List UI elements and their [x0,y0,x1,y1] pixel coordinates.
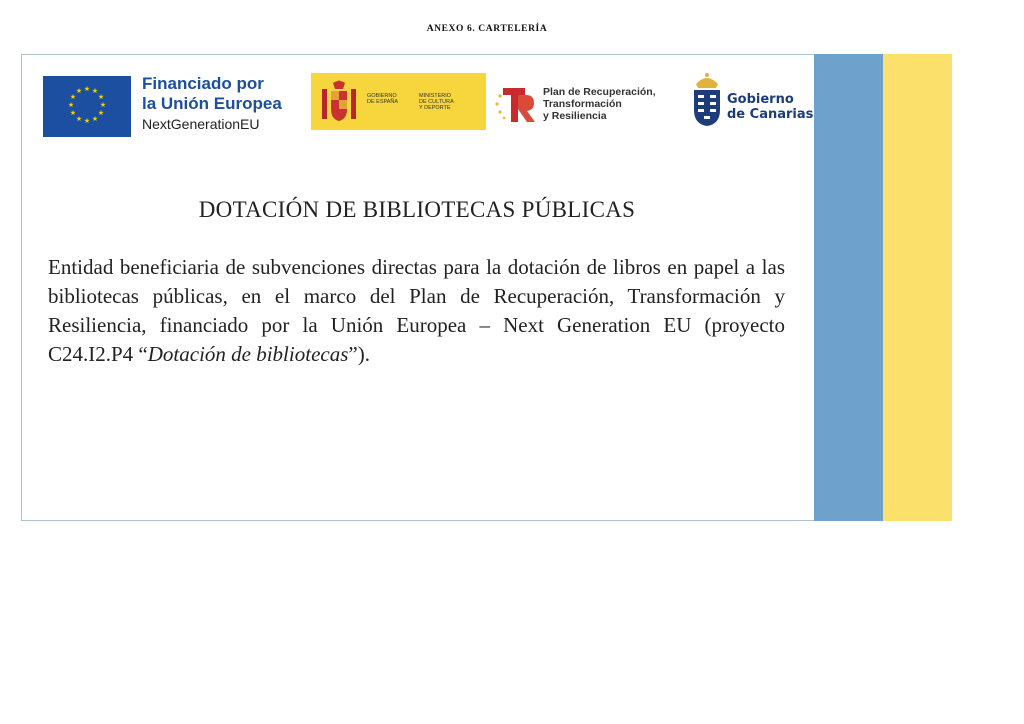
poster-body [48,253,785,369]
svg-text:★: ★ [91,87,99,95]
eu-stars-icon [43,76,131,137]
svg-text:★: ★ [83,117,91,125]
canarias-label: Gobierno de Canarias [727,92,814,122]
svg-text:★: ★ [75,115,83,123]
blue-stripe [814,54,883,521]
recovery-plan-tr-icon [494,84,538,126]
eu-logo-text [142,74,282,134]
ministry-label: MINISTERIO DE CULTURA Y DEPORTE [419,93,454,111]
body-text-start: Entidad beneficiaria de subvenciones directas para la dotación de libros en papel a las bibliotecas públicas, en el marco del Plan de Recuperación, Transformación y Resiliencia, financiado por la Unión Europea – Next Generation EU (proyecto C24.I2.P4 “ [48,255,785,366]
svg-text:★: ★ [97,109,105,117]
canarias-coat-of-arms-icon [690,72,724,128]
yellow-stripe [883,54,952,521]
svg-text:★: ★ [67,101,75,109]
svg-text:★: ★ [69,93,77,101]
spain-government-label: GOBIERNO DE ESPAÑA [367,93,399,105]
body-text-italic: Dotación de bibliotecas [147,342,349,366]
body-text-end: ”). [348,342,370,366]
svg-text:★: ★ [97,93,105,101]
eu-line-3: NextGenerationEU [142,116,260,132]
eu-line-1: Financiado por [142,74,264,93]
svg-text:★: ★ [99,101,107,109]
spain-government-logo [311,73,486,130]
annex-label: ANEXO 6. CARTELERÍA [426,24,548,34]
recovery-plan-label: Plan de Recuperación, Transformación y Resiliencia [543,86,656,122]
poster-title: DOTACIÓN DE BIBLIOTECAS PÚBLICAS [198,197,636,222]
eu-flag-logo [43,76,131,137]
spain-coat-of-arms-icon [319,79,359,125]
svg-text:★: ★ [91,115,99,123]
svg-text:★: ★ [83,85,91,93]
eu-line-2: la Unión Europea [142,94,282,113]
svg-text:★: ★ [69,109,77,117]
svg-text:★: ★ [75,87,83,95]
